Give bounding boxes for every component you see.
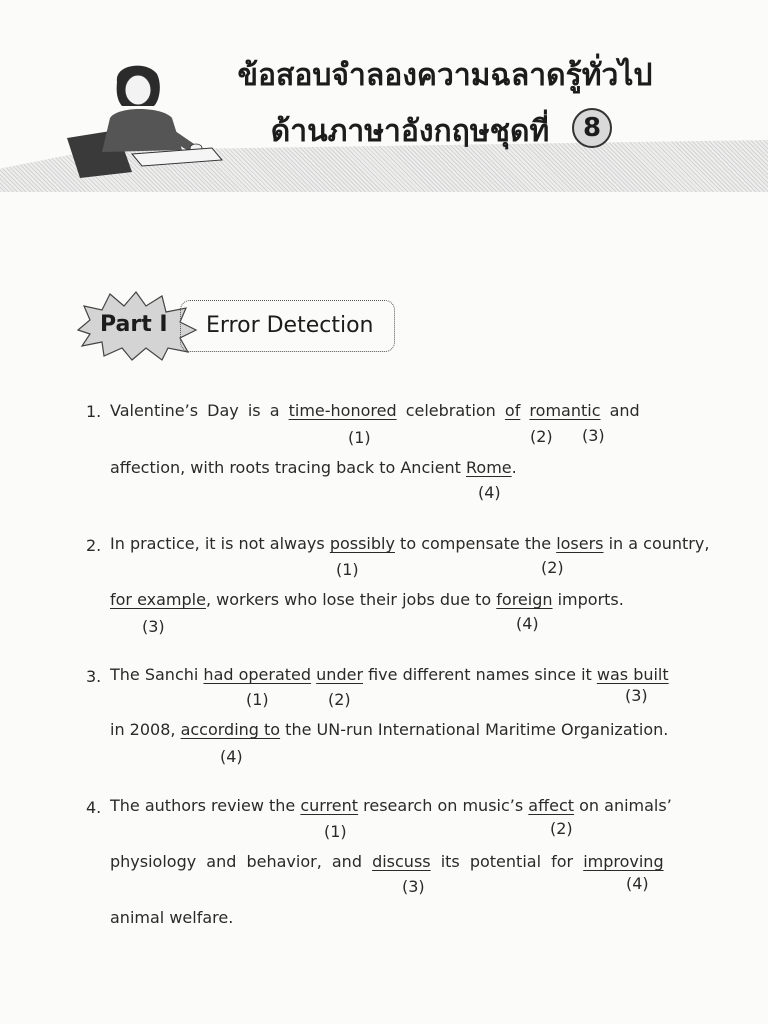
question-3-line1: The Sanchi had operated under five different names since it was built <box>110 665 669 684</box>
q1-option-3-text: romantic <box>529 401 601 420</box>
q4-option-3-marker: (3) <box>402 877 425 896</box>
q4-option-4-marker: (4) <box>626 874 649 893</box>
question-1-line1: Valentine’s Day is a time-honored celebration of romantic and <box>110 401 640 420</box>
question-2-number: 2. <box>86 536 102 555</box>
page-title-line2: ด้านภาษาอังกฤษชุดที่ <box>270 114 550 149</box>
q1-option-2-marker: (2) <box>530 427 553 446</box>
q2-option-4-marker: (4) <box>516 614 539 633</box>
q2-option-3-marker: (3) <box>142 617 165 636</box>
q4-option-4-text: improving <box>583 852 664 871</box>
q2-option-4-text: foreign <box>496 590 553 609</box>
question-2-line2: for example, workers who lose their jobs due to foreign imports. <box>110 590 624 609</box>
q1-option-2-text: of <box>504 401 521 420</box>
page-title-line1: ข้อสอบจำลองความฉลาดรู้ทั่วไป <box>237 58 653 93</box>
q4-option-1-text: current <box>300 796 359 815</box>
q4-option-2-marker: (2) <box>550 819 573 838</box>
q1-option-4-marker: (4) <box>478 483 501 502</box>
question-1-line2: affection, with roots tracing back to Ancient Rome. <box>110 458 517 477</box>
q2-option-2-text: losers <box>556 534 604 553</box>
q4-option-1-marker: (1) <box>324 822 347 841</box>
question-4-line1: The authors review the current research on music’s affect on animals’ <box>110 796 672 815</box>
q2-option-2-marker: (2) <box>541 558 564 577</box>
set-number-badge: 8 <box>572 108 612 148</box>
q1-option-4-text: Rome <box>466 458 512 477</box>
q1-option-1-text: time-honored <box>288 401 397 420</box>
question-4-line2: physiology and behavior, and discuss its potential for improving <box>110 852 664 871</box>
question-2-line1: In practice, it is not always possibly to compensate the losers in a country, <box>110 534 710 553</box>
part-label: Part I <box>100 312 168 337</box>
student-studying-illustration <box>62 60 232 180</box>
question-3-line2: in 2008, according to the UN-run International Maritime Organization. <box>110 720 669 739</box>
q3-option-4-marker: (4) <box>220 747 243 766</box>
q3-option-4-text: according to <box>180 720 281 739</box>
q3-option-3-marker: (3) <box>625 686 648 705</box>
q3-option-2-marker: (2) <box>328 690 351 709</box>
q2-option-1-text: possibly <box>329 534 395 553</box>
q1-option-3-marker: (3) <box>582 426 605 445</box>
section-title: Error Detection <box>206 313 374 338</box>
q2-option-3-text: for example <box>110 590 206 609</box>
q3-option-2-text: under <box>316 665 364 684</box>
q2-option-1-marker: (1) <box>336 560 359 579</box>
question-4-number: 4. <box>86 798 102 817</box>
question-1-number: 1. <box>86 402 102 421</box>
q4-option-2-text: affect <box>528 796 575 815</box>
q1-option-1-marker: (1) <box>348 428 371 447</box>
q3-option-1-text: had operated <box>203 665 312 684</box>
question-4-line3: animal welfare. <box>110 908 234 927</box>
q3-option-3-text: was built <box>596 665 669 684</box>
q3-option-1-marker: (1) <box>246 690 269 709</box>
q4-option-3-text: discuss <box>372 852 431 871</box>
question-3-number: 3. <box>86 667 102 686</box>
